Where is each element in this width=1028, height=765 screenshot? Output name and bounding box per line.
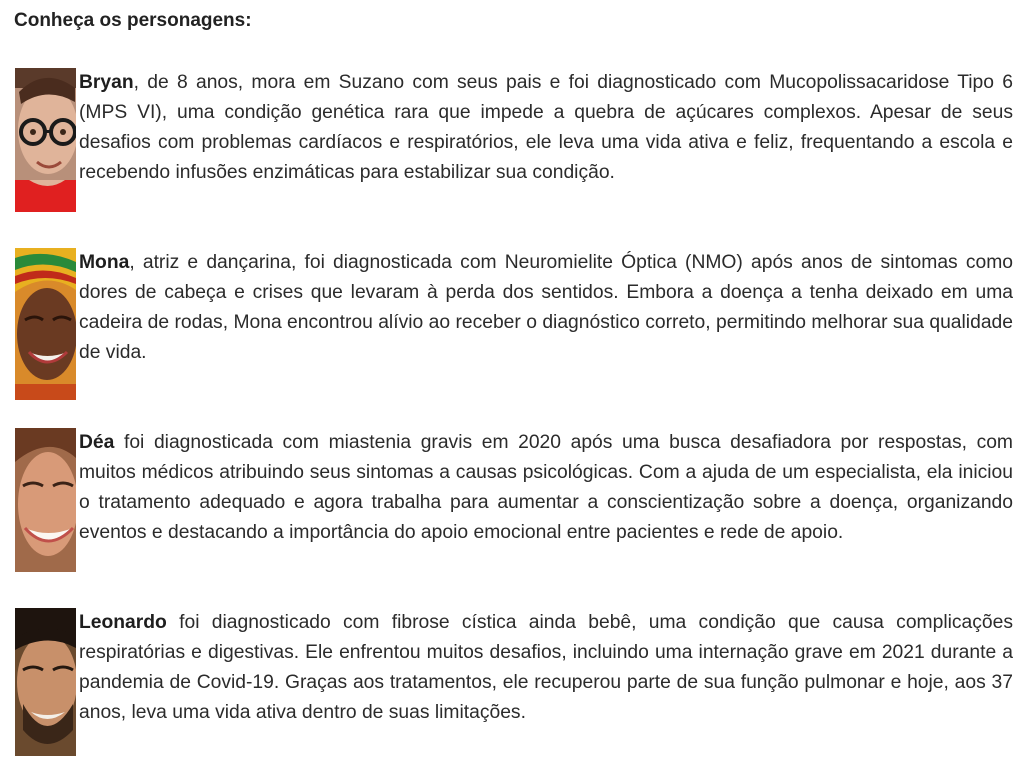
mona-bio-text: , atriz e dançarina, foi diagnosticada com Neuromielite Óptica (NMO) após anos de sintomas como dores de cabeça e crises que levaram à perda dos sentidos. Embora a doença a tenha deixado em uma cadeira de rodas, Mona encontrou alívio ao receber o diagnóstico correto, permitindo melhorar sua qualidade de vida. (79, 252, 1013, 363)
section-heading: Conheça os personagens: (14, 10, 252, 31)
leonardo-name: Leonardo (79, 612, 167, 633)
bryan-name: Bryan (79, 72, 134, 93)
mona-photo (15, 248, 76, 400)
dea-name: Déa (79, 432, 115, 453)
mona-name: Mona (79, 252, 130, 273)
dea-photo (15, 428, 76, 572)
bryan-bio (79, 68, 1013, 188)
leonardo-bio-text: foi diagnosticado com fibrose cística ainda bebê, uma condição que causa complicações respiratórias e digestivas. Ele enfrentou muitos desafios, incluindo uma internação grave em 2021 durante a pandemia de Covid-19. Graças aos tratamentos, ele recuperou parte de sua função pulmonar e hoje, aos 37 anos, leva uma vida ativa dentro de suas limitações. (79, 612, 1013, 723)
dea-bio-text: foi diagnosticada com miastenia gravis em 2020 após uma busca desafiadora por respostas, com muitos médicos atribuindo seus sintomas a causas psicológicas. Com a ajuda de um especialista, ela iniciou o tratamento adequado e agora trabalha para aumentar a conscientização sobre a doença, organizando eventos e destacando a importância do apoio emocional entre pacientes e rede de apoio. (79, 432, 1013, 543)
leonardo-photo (15, 608, 76, 756)
bryan-photo (15, 68, 76, 212)
character-entry-bryan (15, 68, 1013, 214)
dea-bio (79, 428, 1013, 548)
character-entry-dea (15, 428, 1013, 574)
character-entry-leonardo (15, 608, 1013, 756)
character-entry-mona (15, 248, 1013, 400)
bryan-bio-text: , de 8 anos, mora em Suzano com seus pais e foi diagnosticado com Mucopolissacaridose Tipo 6 (MPS VI), uma condição genética rara que impede a quebra de açúcares complexos. Apesar de seus desafios com problemas cardíacos e respiratórios, ele leva uma vida ativa e feliz, frequentando a escola e recebendo infusões enzimáticas para estabilizar sua condição. (79, 72, 1013, 183)
leonardo-bio (79, 608, 1013, 728)
mona-bio (79, 248, 1013, 368)
